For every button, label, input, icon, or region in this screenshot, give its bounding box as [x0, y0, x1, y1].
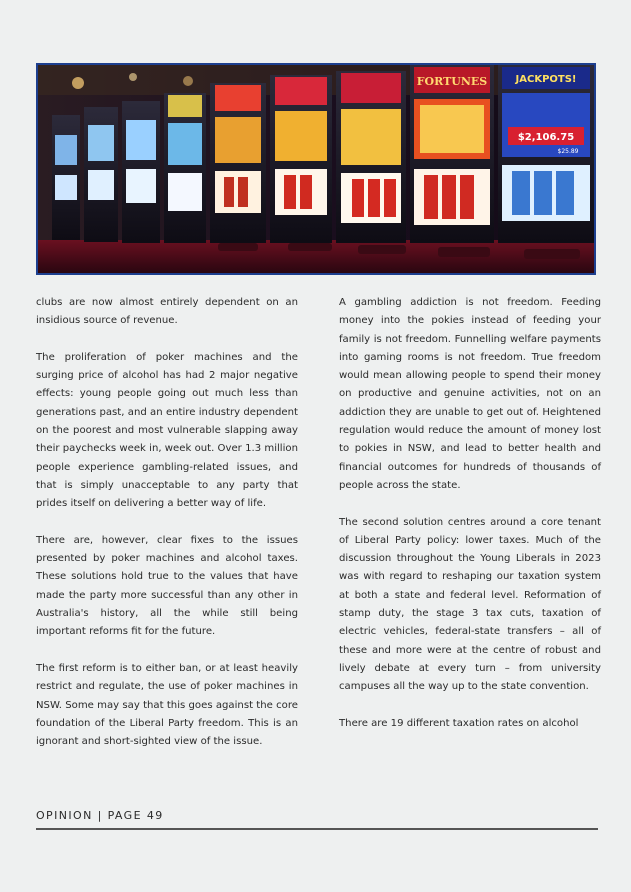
poker-machines-illustration	[38, 65, 594, 273]
poker-machines-photo	[36, 63, 596, 275]
paragraph: A gambling addiction is not freedom. Feeding money into the pokies instead of feeding your family is not freedom. Funnelling welfare payments into gaming rooms is not freedom. True freedom would mean allowing people to spend their money on productive and genuine activities, not on an addiction they are unable to get out of. Heightened regulation would reduce the amount of money lost to pokies in NSW, and lead to better health and financial outcomes for hundreds of thousands of people across the state.	[339, 297, 601, 491]
paragraph: The second solution centres around a core tenant of Liberal Party policy: lower taxes. Much of the discussion throughout the Young Liberals in 2023 was with regard to reshaping our taxation system at both a state and federal level. Reformation of stamp duty, the stage 3 tax cuts, taxation of electric vehicles, federal-state transfers – all of these and more were at the centre of robust and lively debate at every turn – from university campuses all the way up to the state convention.	[339, 516, 601, 693]
page-footer-label: OPINION | PAGE 49	[36, 809, 164, 822]
jackpot-sub-amount: $25.89	[557, 148, 579, 155]
jackpots-sign: JACKPOTS!	[515, 74, 577, 85]
paragraph: The proliferation of poker machines and the surging price of alcohol has had 2 major negative effects: young people going out much less than generations past, and an entire industry dependent on the poorest and most vulnerable slapping away their paychecks week in, week out. Over 1.3 million people experience gambling-related issues, and that is simply unacceptable to any party that prides itself on delivering a better way of life.	[36, 351, 298, 510]
jackpot-amount: $2,106.75	[517, 132, 575, 143]
article-column-left	[36, 294, 298, 770]
paragraph: There are, however, clear fixes to the issues presented by poker machines and alcohol taxes. These solutions hold true to the values that have made the party more successful than any other in Australia's history, all the while still being important reforms fit for the future.	[36, 534, 298, 638]
paragraph: There are 19 different taxation rates on alcohol	[339, 717, 579, 729]
fortunes-sign: FORTUNES	[416, 75, 488, 88]
paragraph: clubs are now almost entirely dependent on an insidious source of revenue.	[36, 297, 298, 327]
paragraph: The first reform is to either ban, or at least heavily restrict and regulate, the use of poker machines in NSW. Some may say that this goes against the core foundation of the Liberal Party freedom. This is an ignorant and short-sighted view of the issue.	[36, 662, 298, 748]
footer-divider	[36, 828, 598, 830]
article-column-right	[339, 294, 601, 751]
